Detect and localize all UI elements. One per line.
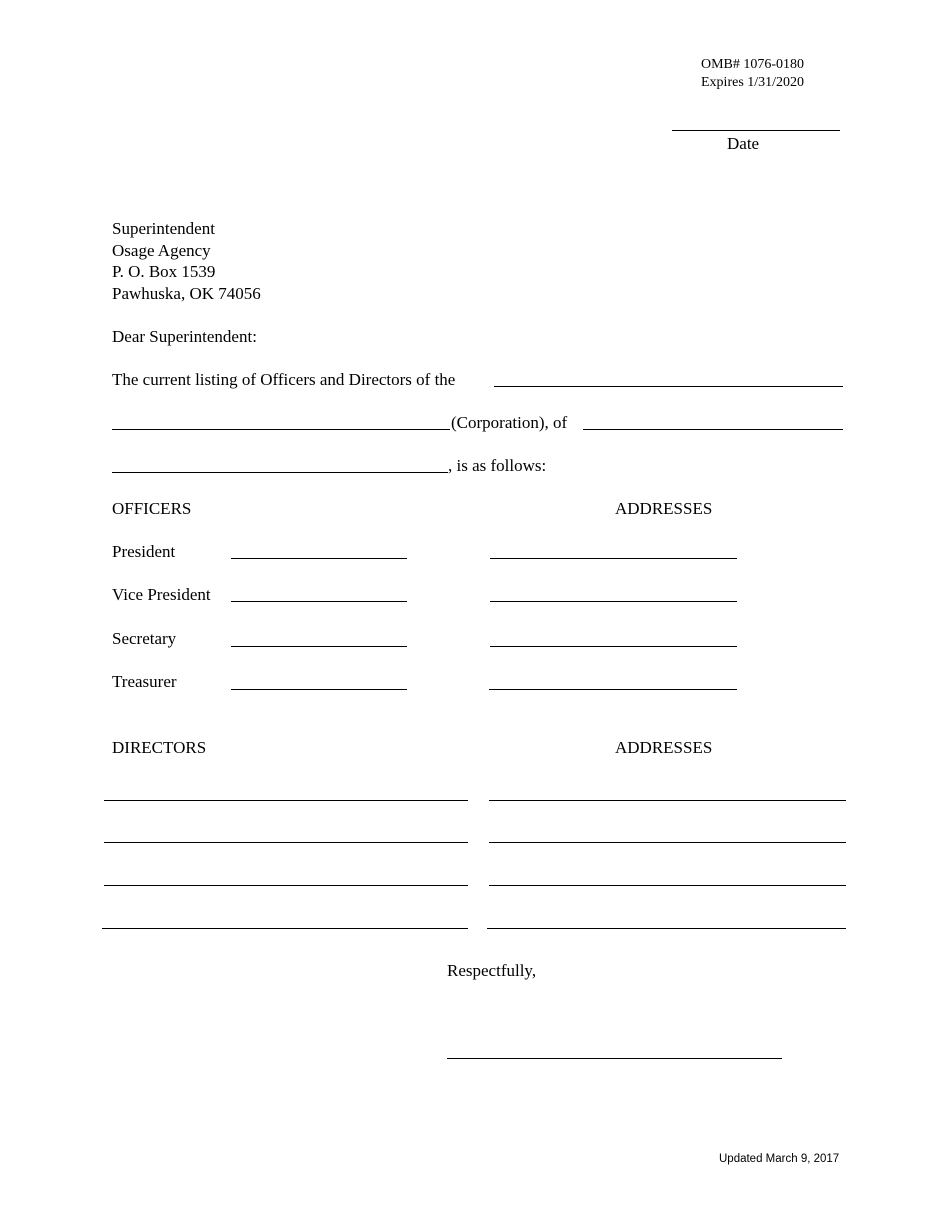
vice-president-name-field[interactable] <box>231 601 407 602</box>
directors-heading: DIRECTORS <box>112 738 207 757</box>
intro-text: The current listing of Officers and Directors of the <box>112 370 456 389</box>
director-name-field[interactable] <box>104 885 468 886</box>
date-field[interactable] <box>672 130 840 131</box>
organization-name-field[interactable] <box>494 386 843 387</box>
expiration-date: Expires 1/31/2020 <box>701 75 805 90</box>
corporation-name-field[interactable] <box>112 429 450 430</box>
director-address-field[interactable] <box>489 842 846 843</box>
director-address-field[interactable] <box>489 885 846 886</box>
director-address-field[interactable] <box>489 800 846 801</box>
president-address-field[interactable] <box>490 558 737 559</box>
signature-field[interactable] <box>447 1058 782 1059</box>
treasurer-name-field[interactable] <box>231 689 407 690</box>
director-name-field[interactable] <box>104 800 468 801</box>
secretary-name-field[interactable] <box>231 646 407 647</box>
location-field[interactable] <box>583 429 843 430</box>
corporation-label: (Corporation), of <box>451 413 568 432</box>
role-president: President <box>112 542 176 561</box>
role-vice-president: Vice President <box>112 585 211 604</box>
updated-date: Updated March 9, 2017 <box>719 1153 840 1165</box>
director-address-field[interactable] <box>487 928 846 929</box>
treasurer-address-field[interactable] <box>489 689 737 690</box>
recipient-address <box>112 218 261 305</box>
follows-label: , is as follows: <box>448 456 547 475</box>
address-line: P. O. Box 1539 <box>112 262 216 282</box>
location-continued-field[interactable] <box>112 472 448 473</box>
address-line: Superintendent <box>112 219 215 238</box>
officers-addresses-heading: ADDRESSES <box>615 499 713 518</box>
vice-president-address-field[interactable] <box>490 601 737 602</box>
closing: Respectfully, <box>447 961 537 980</box>
role-treasurer: Treasurer <box>112 672 177 691</box>
role-secretary: Secretary <box>112 629 177 648</box>
secretary-address-field[interactable] <box>490 646 737 647</box>
date-label: Date <box>727 134 760 153</box>
omb-number: OMB# 1076-0180 <box>701 57 805 72</box>
director-name-field[interactable] <box>104 842 468 843</box>
address-line: Osage Agency <box>112 240 211 260</box>
president-name-field[interactable] <box>231 558 407 559</box>
directors-addresses-heading: ADDRESSES <box>615 738 713 757</box>
salutation: Dear Superintendent: <box>112 327 257 346</box>
director-name-field[interactable] <box>102 928 468 929</box>
officers-heading: OFFICERS <box>112 499 192 518</box>
address-line: Pawhuska, OK 74056 <box>112 284 261 304</box>
